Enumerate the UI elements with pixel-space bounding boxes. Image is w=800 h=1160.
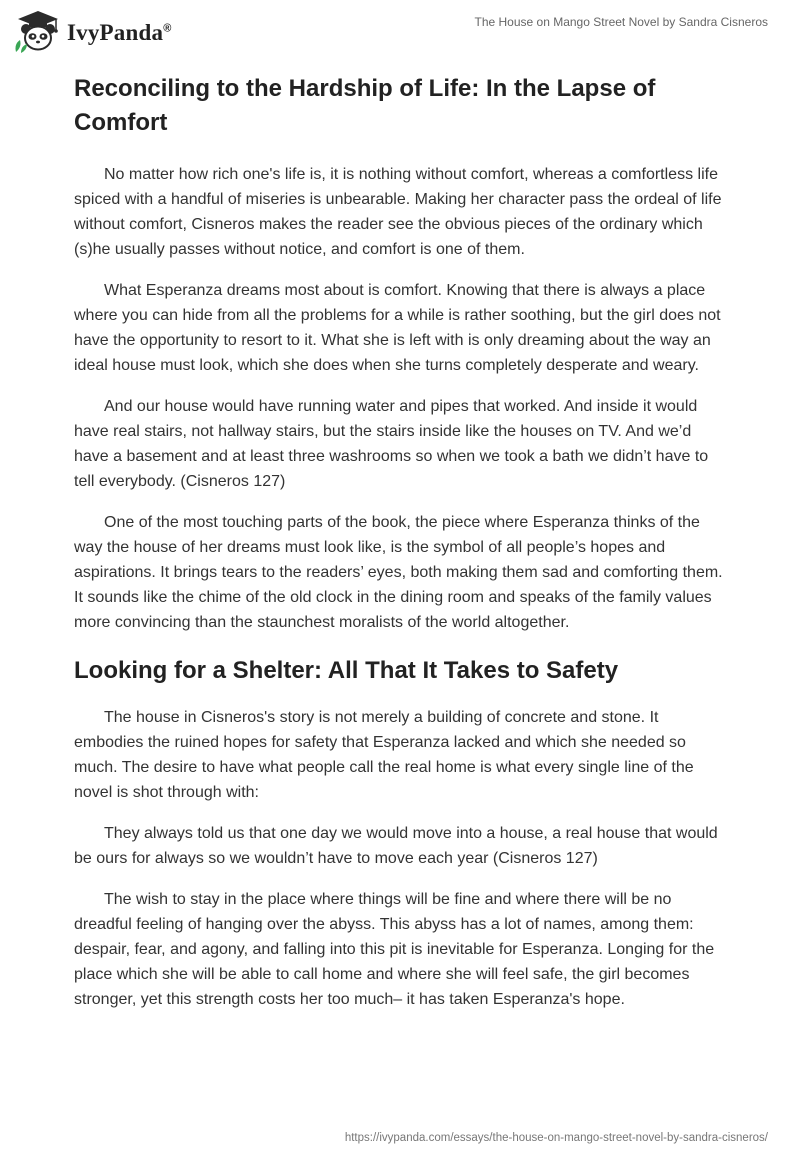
block-quote: And our house would have running water and pipes that worked. And inside it would have real stairs, not hallway stairs, but the stairs inside like the houses on TV. And we’d have a basement and at least three washrooms so when we took a bath we didn’t have to tell everybody. (Cisneros 127)	[74, 398, 709, 490]
paragraph: The house in Cisneros's story is not merely a building of concrete and stone. It embodies the ruined hopes for safety that Esperanza lacked and which she needed so much. The desire to have what people call the real home is what every single line of the novel is shot through with:	[74, 709, 694, 801]
source-url-link[interactable]: https://ivypanda.com/essays/the-house-on-mango-street-novel-by-sandra-cisneros/	[344, 1132, 768, 1144]
section-heading-shelter: Looking for a Shelter: All That It Takes to Safety	[74, 657, 619, 684]
paragraph: The wish to stay in the place where things will be fine and where there will be no dreadful feeling of hanging over the abyss. This abyss has a lot of names, among them: despair, fear, and agony, and falling into this pit is inevitable for Esperanza. Longing for the place which she will be able to call home and where she will feel safe, the girl becomes stronger, yet this strength costs her too much– it has taken Esperanza's hope.	[74, 891, 715, 1008]
document-title: The House on Mango Street Novel by Sandra Cisneros	[474, 15, 768, 29]
ivypanda-logo[interactable]	[12, 8, 172, 54]
paragraph: One of the most touching parts of the book, the piece where Esperanza thinks of the way the house of her dreams must look like, is the symbol of all people’s hopes and aspirations. It brings tears to the readers’ eyes, both making them sad and comforting them. It sounds like the chime of the old clock in the dining room and speaks of the family values more convincing than the staunchest moralists of the world altogether.	[74, 514, 723, 631]
panda-graduate-icon	[12, 8, 64, 54]
brand-name: IvyPanda	[67, 20, 164, 45]
page-header	[0, 0, 800, 60]
paragraph: No matter how rich one's life is, it is nothing without comfort, whereas a comfortless life spiced with a handful of miseries is unbearable. Making her character pass the ordeal of life without comfort, Cisneros makes the reader see the obvious pieces of the ordinary which (s)he usually passes without notice, and comfort is one of them.	[74, 166, 722, 258]
paragraph: What Esperanza dreams most about is comfort. Knowing that there is always a place where you can hide from all the problems for a while is rather soothing, but the girl does not have the opportunity to resort to it. What she is left with is only dreaming about the way an ideal house must look, which she does when she turns completely desperate and weary.	[74, 282, 721, 374]
article-body	[74, 72, 728, 1028]
block-quote: They always told us that one day we would move into a house, a real house that would be ours for always so we wouldn’t have to move each year (Cisneros 127)	[74, 825, 718, 867]
section-heading-comfort: Reconciling to the Hardship of Life: In the Lapse of Comfort	[74, 75, 656, 136]
logo-wordmark	[67, 20, 172, 46]
registered-mark: ®	[163, 22, 172, 35]
